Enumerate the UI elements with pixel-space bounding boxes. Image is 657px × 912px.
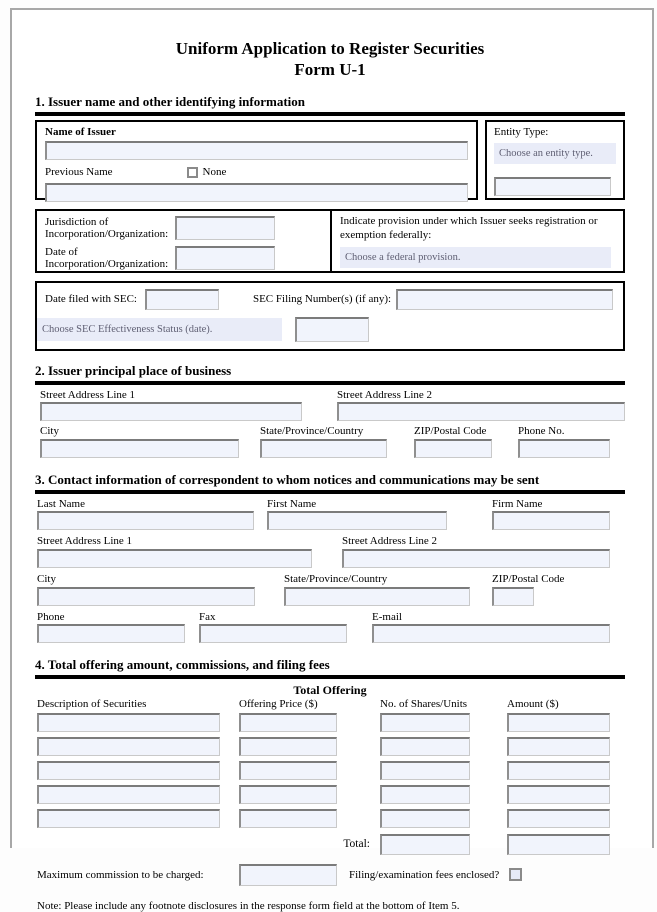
section1-divider xyxy=(35,112,625,116)
section1-heading: 1. Issuer name and other identifying information xyxy=(35,93,306,109)
offering-row-2 xyxy=(37,737,625,756)
offering-1-shares-input[interactable] xyxy=(380,713,470,732)
sec-effectiveness-select[interactable]: Choose SEC Effectiveness Status (date). xyxy=(37,318,282,341)
contact-phone-label: Phone xyxy=(37,610,65,623)
issuer-name-box xyxy=(35,120,478,200)
contact-firstname-input[interactable] xyxy=(267,511,447,530)
business-street1-input[interactable] xyxy=(40,402,302,421)
offering-3-price-input[interactable] xyxy=(239,761,337,780)
section4-divider xyxy=(35,675,625,679)
offering-4-price-input[interactable] xyxy=(239,785,337,804)
sec-filing-number-input[interactable] xyxy=(396,289,613,310)
col-price-label: Offering Price ($) xyxy=(239,698,318,711)
offering-row-5 xyxy=(37,809,625,828)
fees-enclosed-checkbox[interactable] xyxy=(509,868,522,881)
offering-row-4 xyxy=(37,785,625,804)
date-filed-label: Date filed with SEC: xyxy=(45,292,137,305)
entity-type-select[interactable]: Choose an entity type. xyxy=(494,143,616,164)
none-label: None xyxy=(202,166,227,179)
section2-heading: 2. Issuer principal place of business xyxy=(35,362,232,378)
sec-filing-box xyxy=(35,281,625,351)
offering-2-amount-input[interactable] xyxy=(507,737,610,756)
contact-lastname-input[interactable] xyxy=(37,511,254,530)
offering-2-description-input[interactable] xyxy=(37,737,220,756)
federal-provision-pane xyxy=(332,211,623,271)
contact-lastname-label: Last Name xyxy=(37,497,85,510)
business-state-label: State/Province/Country xyxy=(260,425,364,438)
offering-1-description-input[interactable] xyxy=(37,713,220,732)
offering-row-1 xyxy=(37,713,625,732)
business-street1-label: Street Address Line 1 xyxy=(40,388,136,401)
max-commission-label: Maximum commission to be charged: xyxy=(37,868,204,881)
col-amount-label: Amount ($) xyxy=(507,698,559,711)
contact-city-input[interactable] xyxy=(37,587,255,606)
offering-4-amount-input[interactable] xyxy=(507,785,610,804)
offering-1-price-input[interactable] xyxy=(239,713,337,732)
entity-type-box xyxy=(485,120,625,200)
federal-provision-prompt: Indicate provision under which Issuer seeks registration or exemption federally: xyxy=(340,214,598,241)
offering-3-amount-input[interactable] xyxy=(507,761,610,780)
offering-5-shares-input[interactable] xyxy=(380,809,470,828)
previous-name-input[interactable] xyxy=(45,183,468,202)
section2-divider xyxy=(35,381,625,385)
offering-5-description-input[interactable] xyxy=(37,809,220,828)
entity-type-label: Entity Type: xyxy=(494,125,549,138)
col-shares-label: No. of Shares/Units xyxy=(380,698,468,711)
incorporation-left-pane xyxy=(37,211,332,271)
section3-heading: 3. Contact information of correspondent to whom notices and communications may be sent xyxy=(35,471,540,487)
fees-enclosed-label: Filing/examination fees enclosed? xyxy=(349,868,500,881)
date-filed-input[interactable] xyxy=(145,289,219,310)
offering-4-description-input[interactable] xyxy=(37,785,220,804)
offering-2-price-input[interactable] xyxy=(239,737,337,756)
contact-zip-input[interactable] xyxy=(492,587,534,606)
form-title xyxy=(35,38,625,81)
contact-street2-label: Street Address Line 2 xyxy=(342,535,438,548)
jurisdiction-label: Jurisdiction of Incorporation/Organization: xyxy=(45,215,169,241)
contact-street1-input[interactable] xyxy=(37,549,312,568)
section4-heading: 4. Total offering amount, commissions, and filing fees xyxy=(35,657,330,673)
contact-fax-input[interactable] xyxy=(199,624,347,643)
contact-street1-label: Street Address Line 1 xyxy=(37,535,133,548)
business-city-label: City xyxy=(40,425,59,438)
contact-state-input[interactable] xyxy=(284,587,470,606)
business-street2-input[interactable] xyxy=(337,402,625,421)
name-of-issuer-label: Name of Issuer xyxy=(45,125,116,138)
offering-3-shares-input[interactable] xyxy=(380,761,470,780)
business-zip-input[interactable] xyxy=(414,439,492,458)
incorporation-box xyxy=(35,209,625,273)
business-phone-label: Phone No. xyxy=(518,425,565,438)
offering-1-amount-input[interactable] xyxy=(507,713,610,732)
offering-4-shares-input[interactable] xyxy=(380,785,470,804)
contact-city-label: City xyxy=(37,573,56,586)
business-street2-label: Street Address Line 2 xyxy=(337,388,433,401)
contact-state-label: State/Province/Country xyxy=(284,573,388,586)
business-zip-label: ZIP/Postal Code xyxy=(414,425,487,438)
name-of-issuer-input[interactable] xyxy=(45,141,468,160)
contact-firmname-input[interactable] xyxy=(492,511,610,530)
federal-provision-select[interactable]: Choose a federal provision. xyxy=(340,247,611,268)
contact-firmname-label: Firm Name xyxy=(492,497,543,510)
business-phone-input[interactable] xyxy=(518,439,610,458)
contact-email-input[interactable] xyxy=(372,624,610,643)
offering-row-3 xyxy=(37,761,625,780)
date-incorporation-label: Date of Incorporation/Organization: xyxy=(45,245,169,271)
sec-filing-number-label: SEC Filing Number(s) (if any): xyxy=(252,292,392,305)
sec-effectiveness-date-input[interactable] xyxy=(295,317,369,342)
form-page xyxy=(10,8,654,912)
contact-phone-input[interactable] xyxy=(37,624,185,643)
form-title-line1: Uniform Application to Register Securities xyxy=(175,39,485,58)
offering-5-price-input[interactable] xyxy=(239,809,337,828)
offering-2-shares-input[interactable] xyxy=(380,737,470,756)
section3-divider xyxy=(35,490,625,494)
date-incorporation-input[interactable] xyxy=(175,246,275,270)
contact-fax-label: Fax xyxy=(199,610,216,623)
footnote-note: Note: Please include any footnote disclosures in the response form field at the bottom of Item 5. xyxy=(37,899,460,912)
contact-zip-label: ZIP/Postal Code xyxy=(492,573,565,586)
offering-3-description-input[interactable] xyxy=(37,761,220,780)
total-label: Total: xyxy=(343,837,370,850)
entity-type-other-input[interactable] xyxy=(494,177,611,196)
contact-street2-input[interactable] xyxy=(342,549,610,568)
business-city-input[interactable] xyxy=(40,439,239,458)
jurisdiction-input[interactable] xyxy=(175,216,275,240)
total-offering-title: Total Offering xyxy=(293,683,367,698)
contact-firstname-label: First Name xyxy=(267,497,317,510)
previous-name-label: Previous Name xyxy=(45,166,113,179)
total-shares-input[interactable] xyxy=(380,834,470,855)
form-title-line2: Form U-1 xyxy=(294,60,366,80)
offering-5-amount-input[interactable] xyxy=(507,809,610,828)
col-description-label: Description of Securities xyxy=(37,698,147,711)
max-commission-input[interactable] xyxy=(239,864,337,886)
contact-email-label: E-mail xyxy=(372,610,402,623)
business-state-input[interactable] xyxy=(260,439,387,458)
previous-name-none-checkbox[interactable] xyxy=(187,167,198,178)
total-amount-input[interactable] xyxy=(507,834,610,855)
